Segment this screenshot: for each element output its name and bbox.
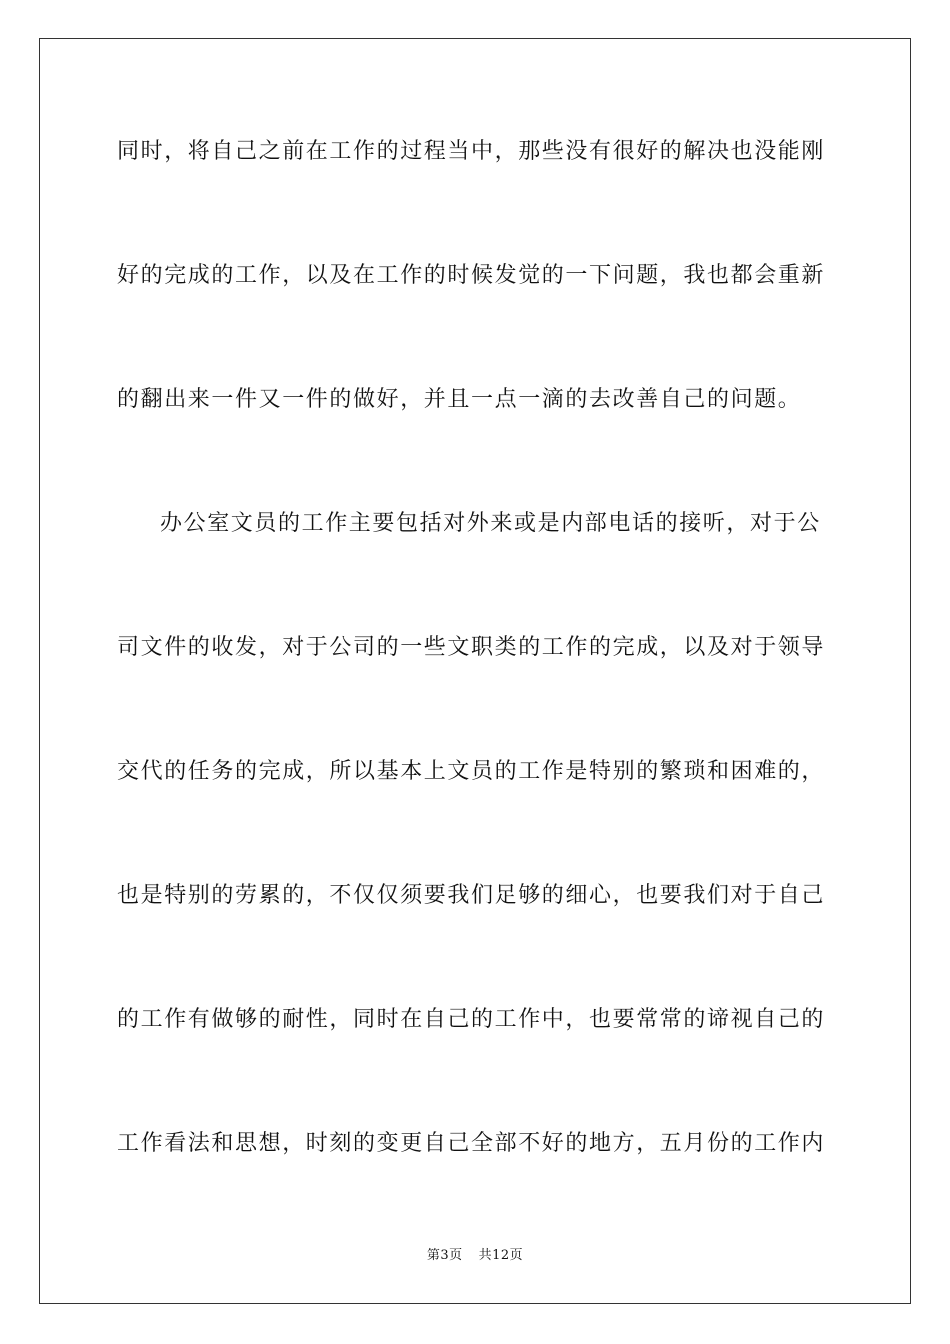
body-text-line: 司文件的收发，对于公司的一些文职类的工作的完成，以及对于领导 [117, 635, 826, 660]
body-text-line: 工作看法和思想，时刻的变更自己全部不好的地方，五月份的工作内 [117, 1131, 826, 1156]
page-footer [0, 1247, 950, 1265]
body-text-line: 也是特别的劳累的，不仅仅须要我们足够的细心，也要我们对于自己 [117, 883, 826, 908]
body-text-line: 同时，将自己之前在工作的过程当中，那些没有很好的解决也没能刚 [117, 139, 826, 164]
page-number: 第3页 [426, 1248, 463, 1263]
page-total: 共12页 [478, 1248, 524, 1263]
paragraph-first-line: 办公室文员的工作主要包括对外来或是内部电话的接听，对于公 [160, 511, 821, 536]
page-frame [39, 38, 911, 1304]
body-text-line: 好的完成的工作，以及在工作的时候发觉的一下问题，我也都会重新 [117, 263, 826, 288]
body-text-line: 的翻出来一件又一件的做好，并且一点一滴的去改善自己的问题。 [117, 387, 802, 412]
body-text-line: 交代的任务的完成，所以基本上文员的工作是特别的繁琐和困难的， [117, 759, 826, 784]
body-text-line: 的工作有做够的耐性，同时在自己的工作中，也要常常的谛视自己的 [117, 1007, 826, 1032]
